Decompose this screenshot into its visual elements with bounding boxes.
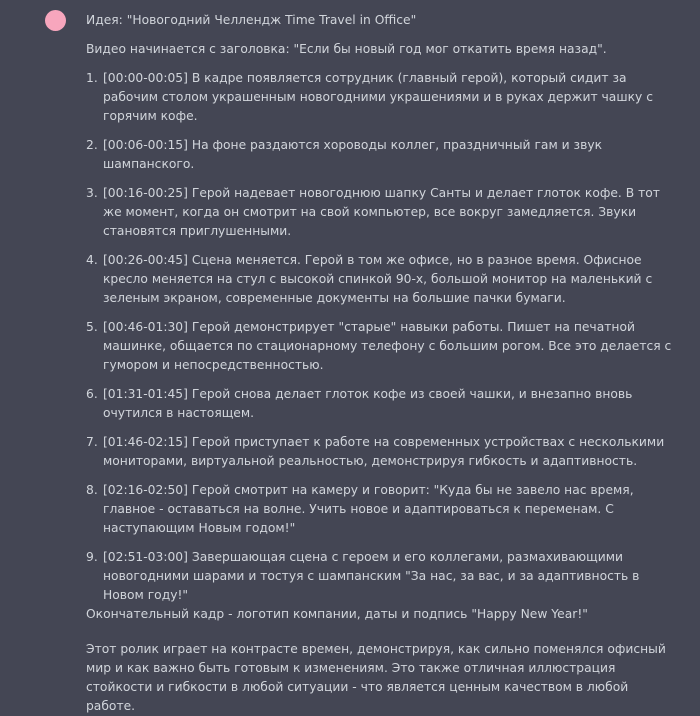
list-item-text: [00:00-00:05] В кадре появляется сотрудник (главный герой), который сидит за рабочим столом украшенным новогодними украшениями и в руках держит чашку с горячим кофе. (103, 71, 653, 123)
list-item-number: 7. (86, 435, 98, 449)
list-item-number: 1. (86, 71, 98, 85)
list-item-number: 9. (86, 550, 98, 564)
list-item (86, 548, 676, 605)
avatar (45, 10, 66, 31)
list-item-text: [02:16-02:50] Герой смотрит на камеру и говорит: "Куда бы не завело нас время, главное - оставаться на волне. Учить новое и адаптироваться к переменам. С наступающим Новым годом!" (103, 483, 634, 535)
scene-list (86, 69, 676, 605)
list-item-text: [01:46-02:15] Герой приступает к работе на современных устройствах с несколькими мониторами, виртуальной реальностью, демонстрируя гибкость и адаптивность. (103, 435, 665, 468)
list-item (86, 318, 676, 375)
list-item (86, 69, 676, 126)
list-item-text: [00:16-00:25] Герой надевает новогоднюю шапку Санты и делает глоток кофе. В тот же момент, когда он смотрит на свой компьютер, все вокруг замедляется. Звуки становятся приглушенными. (103, 186, 660, 238)
list-item (86, 184, 676, 241)
list-item-number: 4. (86, 253, 98, 267)
intro-text: Видео начинается с заголовка: "Если бы новый год мог откатить время назад". (86, 42, 607, 56)
list-item-number: 5. (86, 320, 98, 334)
list-item (86, 136, 676, 174)
list-item-number: 2. (86, 138, 98, 152)
list-item-text: [00:06-00:15] На фоне раздаются хороводы коллег, праздничный гам и звук шампанского. (103, 138, 603, 171)
final-frame-text: Окончательный кадр - логотип компании, даты и подпись "Happy New Year!" (86, 607, 588, 621)
list-item-number: 6. (86, 387, 98, 401)
list-item-number: 8. (86, 483, 98, 497)
list-item-text: [01:31-01:45] Герой снова делает глоток кофе из своей чашки, и внезапно вновь очутился в настоящем. (103, 387, 633, 420)
list-item (86, 433, 676, 471)
list-item-text: [00:46-01:30] Герой демонстрирует "старые" навыки работы. Пишет на печатной машинке, общается по стационарному телефону с большим рогом. Все это делается с гумором и непосредственностью. (103, 320, 672, 372)
list-item (86, 385, 676, 423)
assistant-message (86, 11, 676, 716)
list-item-number: 3. (86, 186, 98, 200)
list-item-text: [02:51-03:00] Завершающая сцена с героем и его коллегами, размахивающими новогодними шарами и тостуя с шампанским "За нас, за вас, и за адаптивность в Новом году!" (103, 550, 640, 602)
idea-title: Идея: "Новогодний Челлендж Time Travel in Office" (86, 13, 417, 27)
list-item (86, 251, 676, 308)
outro-text: Этот ролик играет на контрасте времен, демонстрируя, как сильно поменялся офисный мир и как важно быть готовым к изменениям. Это также отличная иллюстрация стойкости и гибкости в любой ситуации - что является ценным качеством в любой работе. (86, 642, 666, 713)
list-item-text: [00:26-00:45] Сцена меняется. Герой в том же офисе, но в разное время. Офисное кресло меняется на стул с высокой спинкой 90-х, большой монитор на маленький с зеленым экраном, современные документы на большие пачки бумаги. (103, 253, 653, 305)
list-item (86, 481, 676, 538)
